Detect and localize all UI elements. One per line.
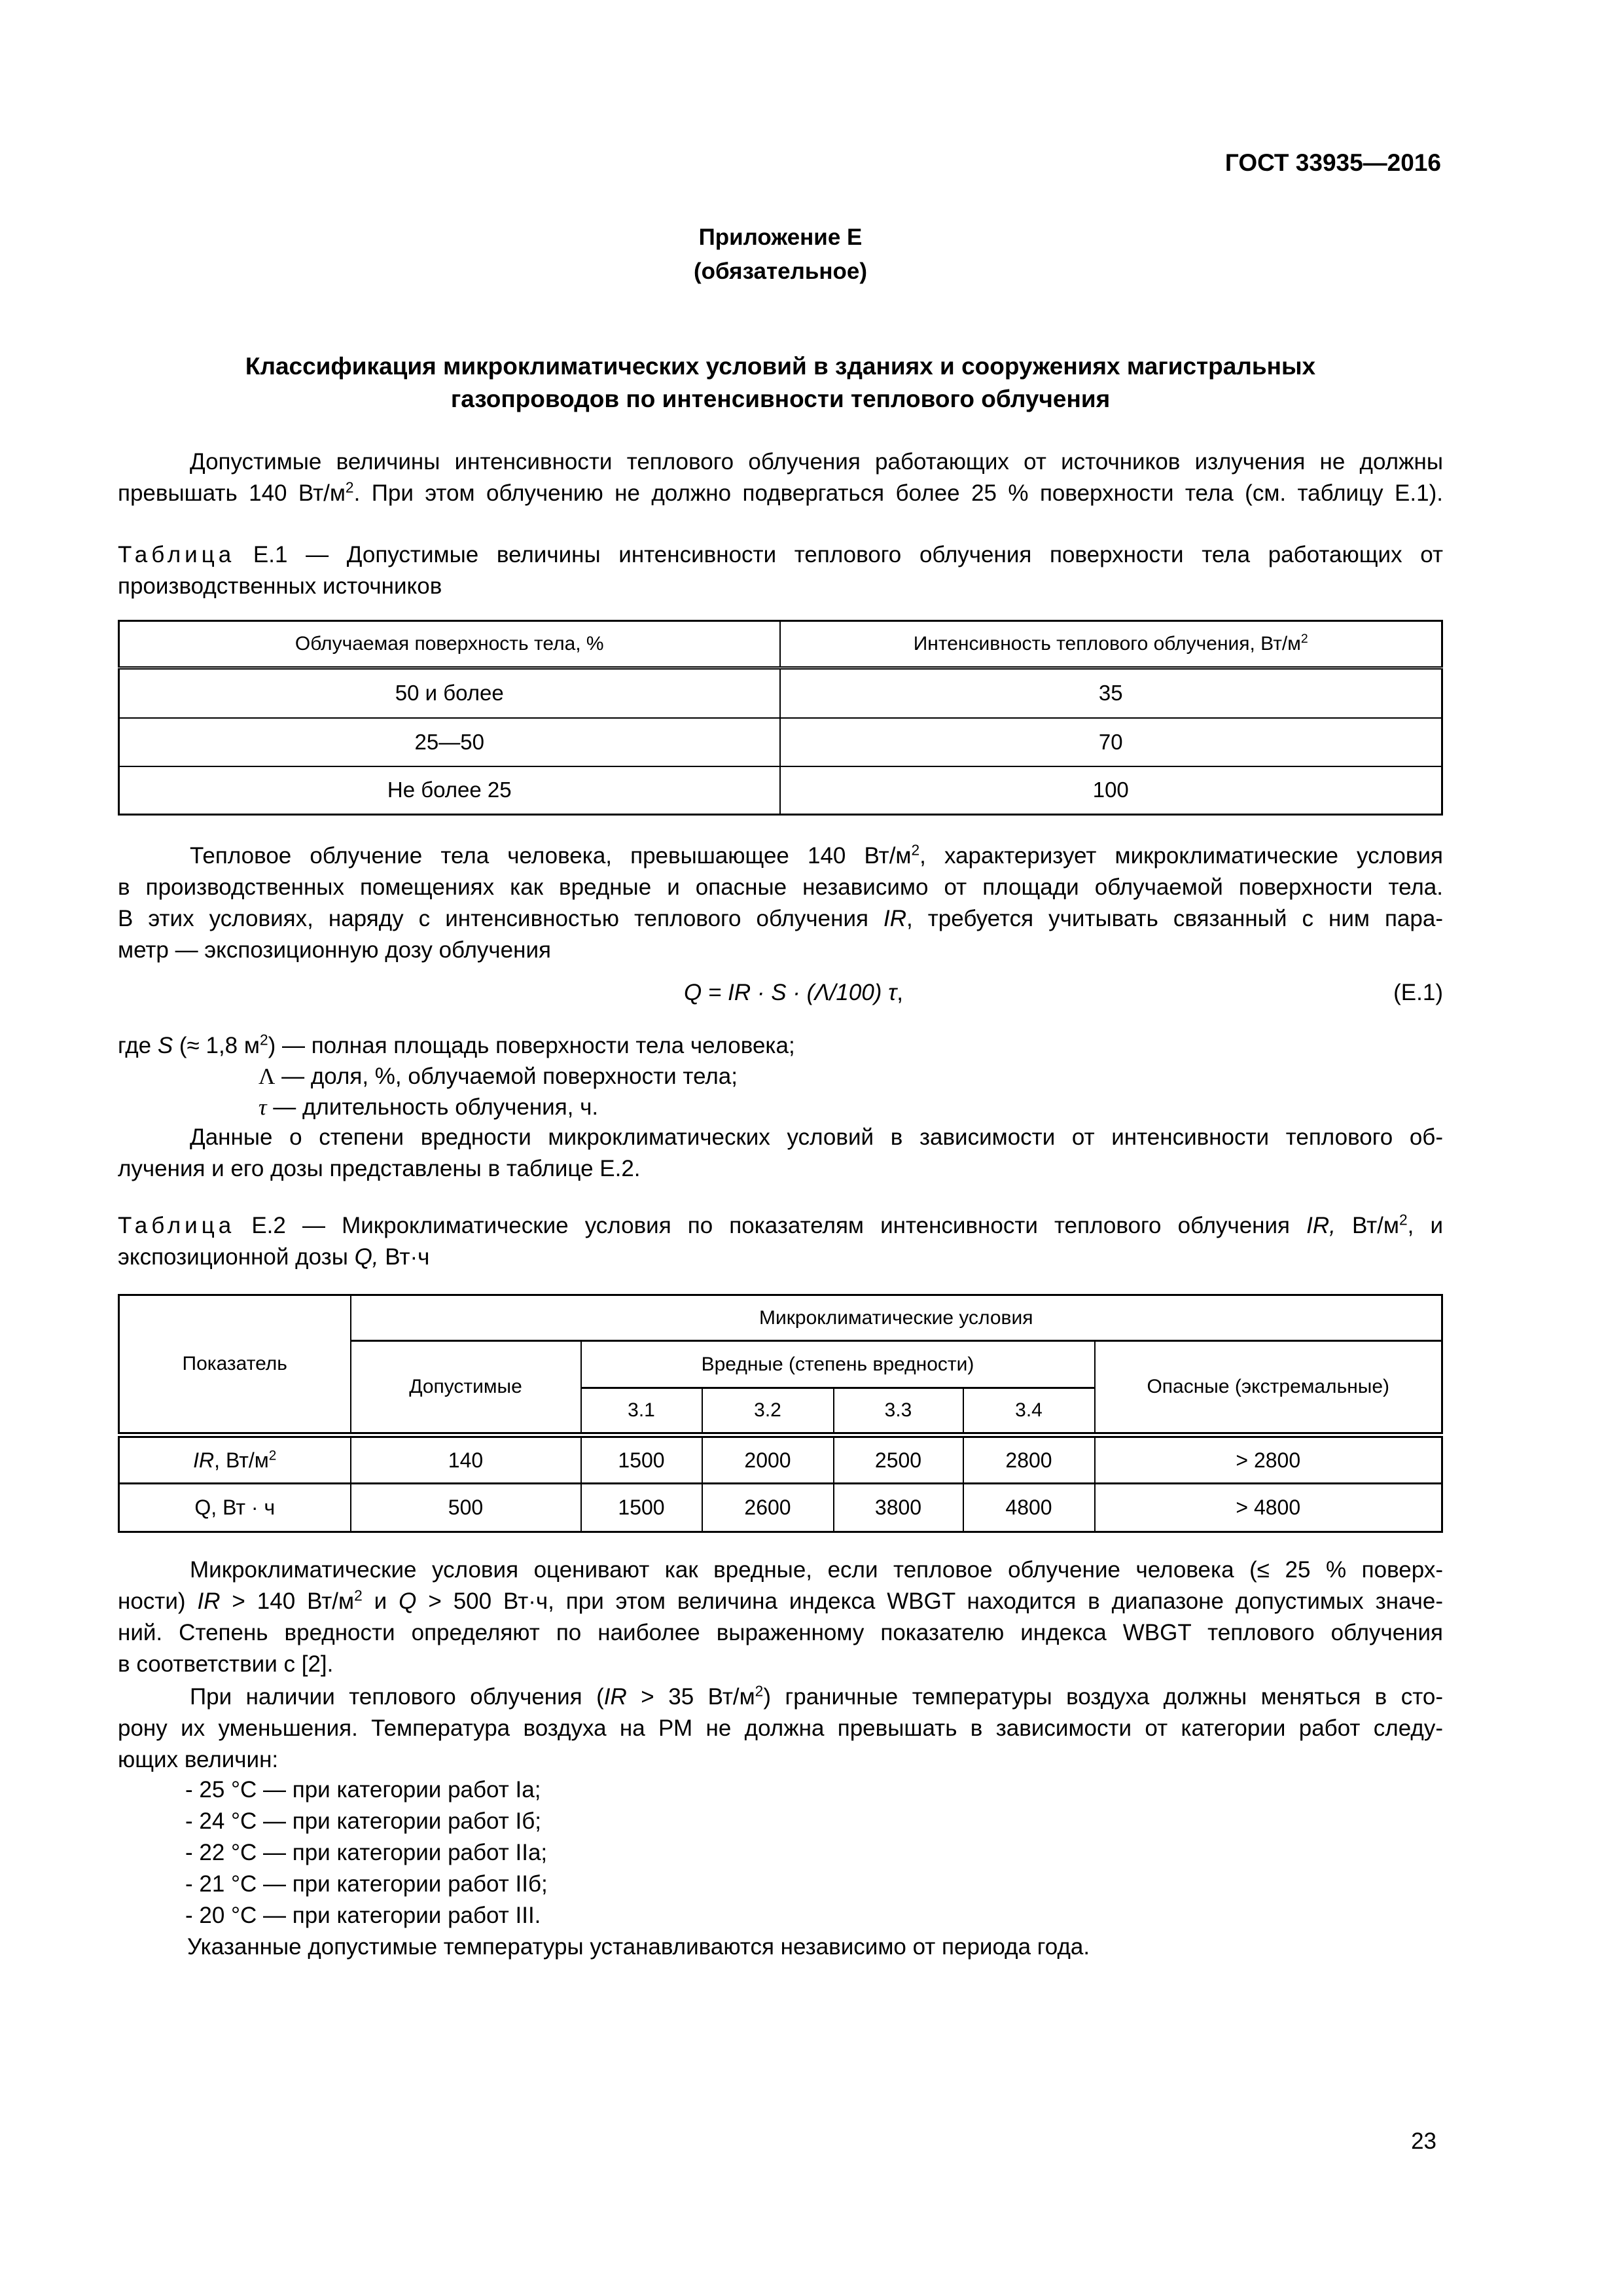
cell: 2000 xyxy=(702,1435,834,1484)
appendix-status: (обязательное) xyxy=(693,259,867,284)
formula-text: , xyxy=(897,980,903,1005)
text: и xyxy=(362,1588,399,1614)
text: IR xyxy=(603,1684,627,1710)
text: Q xyxy=(399,1588,417,1614)
text-line: Микроклиматические условия оценивают как вредные, если тепловое облучение человека (≤ 25 % поверх- xyxy=(190,1557,1443,1583)
table-e2 xyxy=(118,1294,1443,1533)
appendix-title: Приложение Е xyxy=(698,224,863,250)
sup: 2 xyxy=(259,1031,268,1049)
table-header-row xyxy=(119,621,1442,668)
text: > 35 Вт/м xyxy=(626,1684,755,1710)
cell: 140 xyxy=(351,1435,581,1484)
text: ) xyxy=(268,1033,276,1058)
final-sentence: Указанные допустимые температуры устанавливаются независимо от периода года. xyxy=(187,1934,1090,1960)
text: — доля, %, облучаемой поверхности тела; xyxy=(275,1064,738,1089)
heading-line: Классификация микроклиматических условий в зданиях и сооружениях магистральных xyxy=(245,353,1316,380)
text: ности) xyxy=(118,1588,198,1614)
sup: 2 xyxy=(755,1682,764,1700)
cell: 100 xyxy=(780,766,1442,815)
header-cell: 3.2 xyxy=(702,1388,834,1435)
header-cell: Вредные (степень вредности) xyxy=(581,1341,1095,1388)
cell: 35 xyxy=(780,668,1442,718)
table-row xyxy=(119,1435,1442,1484)
text: где xyxy=(118,1033,158,1058)
text-line: в производственных помещениях как вредные и опасные независимо от площади облучаемой поверхности тела. xyxy=(118,874,1443,900)
formula-legend xyxy=(118,1030,1443,1122)
formula-text: IR · S · (Λ/100) τ xyxy=(728,980,897,1005)
cell: 2800 xyxy=(963,1435,1095,1484)
symbol: S xyxy=(157,1033,173,1058)
caption-text: Е.1 — Допустимые величины интенсивности теплового облучения поверхности тела работающих от xyxy=(235,542,1443,567)
table-row xyxy=(119,766,1442,815)
sup: 2 xyxy=(354,1587,363,1604)
paragraph-1 xyxy=(118,446,1443,509)
sup: 2 xyxy=(911,841,920,859)
list-item: - 20 °С — при категории работ III. xyxy=(185,1903,541,1928)
symbol: Λ xyxy=(259,1064,276,1089)
text: (≈ 1,8 м xyxy=(173,1033,260,1058)
caption-text: IR, xyxy=(1306,1213,1336,1238)
cell: 25—50 xyxy=(119,718,780,766)
cell: > 2800 xyxy=(1095,1435,1442,1484)
header-cell: 3.1 xyxy=(581,1388,702,1435)
header-cell: Микроклиматические условия xyxy=(351,1295,1442,1341)
header-cell: Допустимые xyxy=(351,1341,581,1435)
table-row xyxy=(119,668,1442,718)
text: > 140 Вт/м xyxy=(220,1588,355,1614)
text: В этих условиях, наряду с интенсивностью теплового облучения xyxy=(118,906,883,931)
cell: Не более 25 xyxy=(119,766,780,815)
cell: > 4800 xyxy=(1095,1484,1442,1532)
text: , характеризует микроклиматические условия xyxy=(919,843,1443,869)
text: При наличии теплового облучения ( xyxy=(190,1684,604,1710)
document-header: ГОСТ 33935—2016 xyxy=(1224,149,1441,176)
cell: 3800 xyxy=(834,1484,963,1532)
caption-text: Q, xyxy=(354,1244,379,1270)
symbol: τ xyxy=(259,1094,267,1120)
list-item: - 22 °С — при категории работ IIа; xyxy=(185,1840,548,1865)
text: Тепловое облучение тела человека, превышающее 140 Вт/м xyxy=(190,843,912,869)
header-cell: Опасные (экстремальные) xyxy=(1095,1341,1442,1435)
header-cell: Облучаемая поверхность тела, % xyxy=(119,621,780,668)
caption-text: производственных источников xyxy=(118,573,442,599)
cell: 500 xyxy=(351,1484,581,1532)
cell: 2600 xyxy=(702,1484,834,1532)
caption-label: Таблица xyxy=(118,1213,236,1238)
text: — полная площадь поверхности тела человека; xyxy=(276,1033,795,1058)
heading-line: газопроводов по интенсивности теплового облучения xyxy=(450,386,1111,412)
table-row xyxy=(119,1484,1442,1532)
cell: 1500 xyxy=(581,1435,702,1484)
temperature-list xyxy=(118,1774,1443,1963)
formula-number: (Е.1) xyxy=(1393,980,1443,1005)
page-number: 23 xyxy=(1411,2128,1436,2154)
text: > 500 Вт·ч, при этом величина индекса WBGT находится в диапазоне допустимых значе- xyxy=(416,1588,1444,1614)
header-cell: Показатель xyxy=(119,1295,351,1435)
text-line: метр — экспозиционную дозу облучения xyxy=(118,937,551,963)
table-row xyxy=(119,718,1442,766)
text-line: ющих величин: xyxy=(118,1747,279,1772)
text: IR xyxy=(883,906,906,931)
text: , требуется учитывать связанный с ним пара- xyxy=(906,906,1443,931)
section-heading xyxy=(118,350,1443,416)
caption-text: Вт/м xyxy=(1335,1213,1399,1238)
cell: IR, $Вт/м^2$ xyxy=(119,1435,351,1484)
cell: 50 и более xyxy=(119,668,780,718)
text: ) граничные температуры воздуха должны меняться в сто- xyxy=(763,1684,1444,1710)
cell: Q, Вт · ч xyxy=(119,1484,351,1532)
text-line: Допустимые величины интенсивности теплового облучения работающих от источников излучения не должны xyxy=(190,449,1443,475)
cell: 4800 xyxy=(963,1484,1095,1532)
caption-text: , и xyxy=(1407,1213,1443,1238)
cell: 70 xyxy=(780,718,1442,766)
text-line: рону их уменьшения. Температура воздуха на РМ не должна превышать в зависимости от категории работ следу- xyxy=(118,1715,1443,1741)
table2-caption xyxy=(118,1210,1443,1273)
text: — длительность облучения, ч. xyxy=(266,1094,599,1120)
text-line: Данные о степени вредности микроклиматических условий в зависимости от интенсивности теплового об- xyxy=(190,1124,1443,1150)
list-item: - 25 °С — при категории работ Iа; xyxy=(185,1777,541,1803)
caption-label: Таблица xyxy=(118,542,236,567)
text: превышать 140 Вт/м xyxy=(118,480,346,506)
table-e1 xyxy=(118,620,1443,816)
paragraph-5 xyxy=(118,1681,1443,1776)
text-line: ний. Степень вредности определяют по наиболее выраженному показателю индекса WBGT теплового облучения xyxy=(118,1620,1443,1645)
paragraph-3 xyxy=(118,1122,1443,1185)
caption-text: Е.2 — Микроклиматические условия по показателям интенсивности теплового облучения xyxy=(235,1213,1307,1238)
formula-e1 xyxy=(118,977,1443,1009)
table1-caption xyxy=(118,539,1443,602)
text: . При этом облучению не должно подвергаться более 25 % поверхности тела (см. таблицу Е.1). xyxy=(353,480,1443,506)
header-cell: 3.4 xyxy=(963,1388,1095,1435)
header-cell: 3.3 xyxy=(834,1388,963,1435)
sup: 2 xyxy=(345,478,354,496)
paragraph-2 xyxy=(118,840,1443,966)
sup: 2 xyxy=(1399,1211,1408,1229)
list-item: - 24 °С — при категории работ Iб; xyxy=(185,1808,542,1834)
text: IR xyxy=(197,1588,221,1614)
caption-text: Вт·ч xyxy=(378,1244,430,1270)
header-cell: Интенсивность теплового облучения, $Вт/м^2$ xyxy=(780,621,1442,668)
cell: 2500 xyxy=(834,1435,963,1484)
paragraph-4 xyxy=(118,1554,1443,1680)
table-header-row xyxy=(119,1295,1442,1341)
cell: 1500 xyxy=(581,1484,702,1532)
list-item: - 21 °С — при категории работ IIб; xyxy=(185,1871,548,1897)
text-line: лучения и его дозы представлены в таблице Е.2. xyxy=(118,1156,641,1181)
formula-text: Q = xyxy=(683,980,728,1005)
text-line: в соответствии с [2]. xyxy=(118,1651,334,1677)
caption-text: экспозиционной дозы xyxy=(118,1244,355,1270)
